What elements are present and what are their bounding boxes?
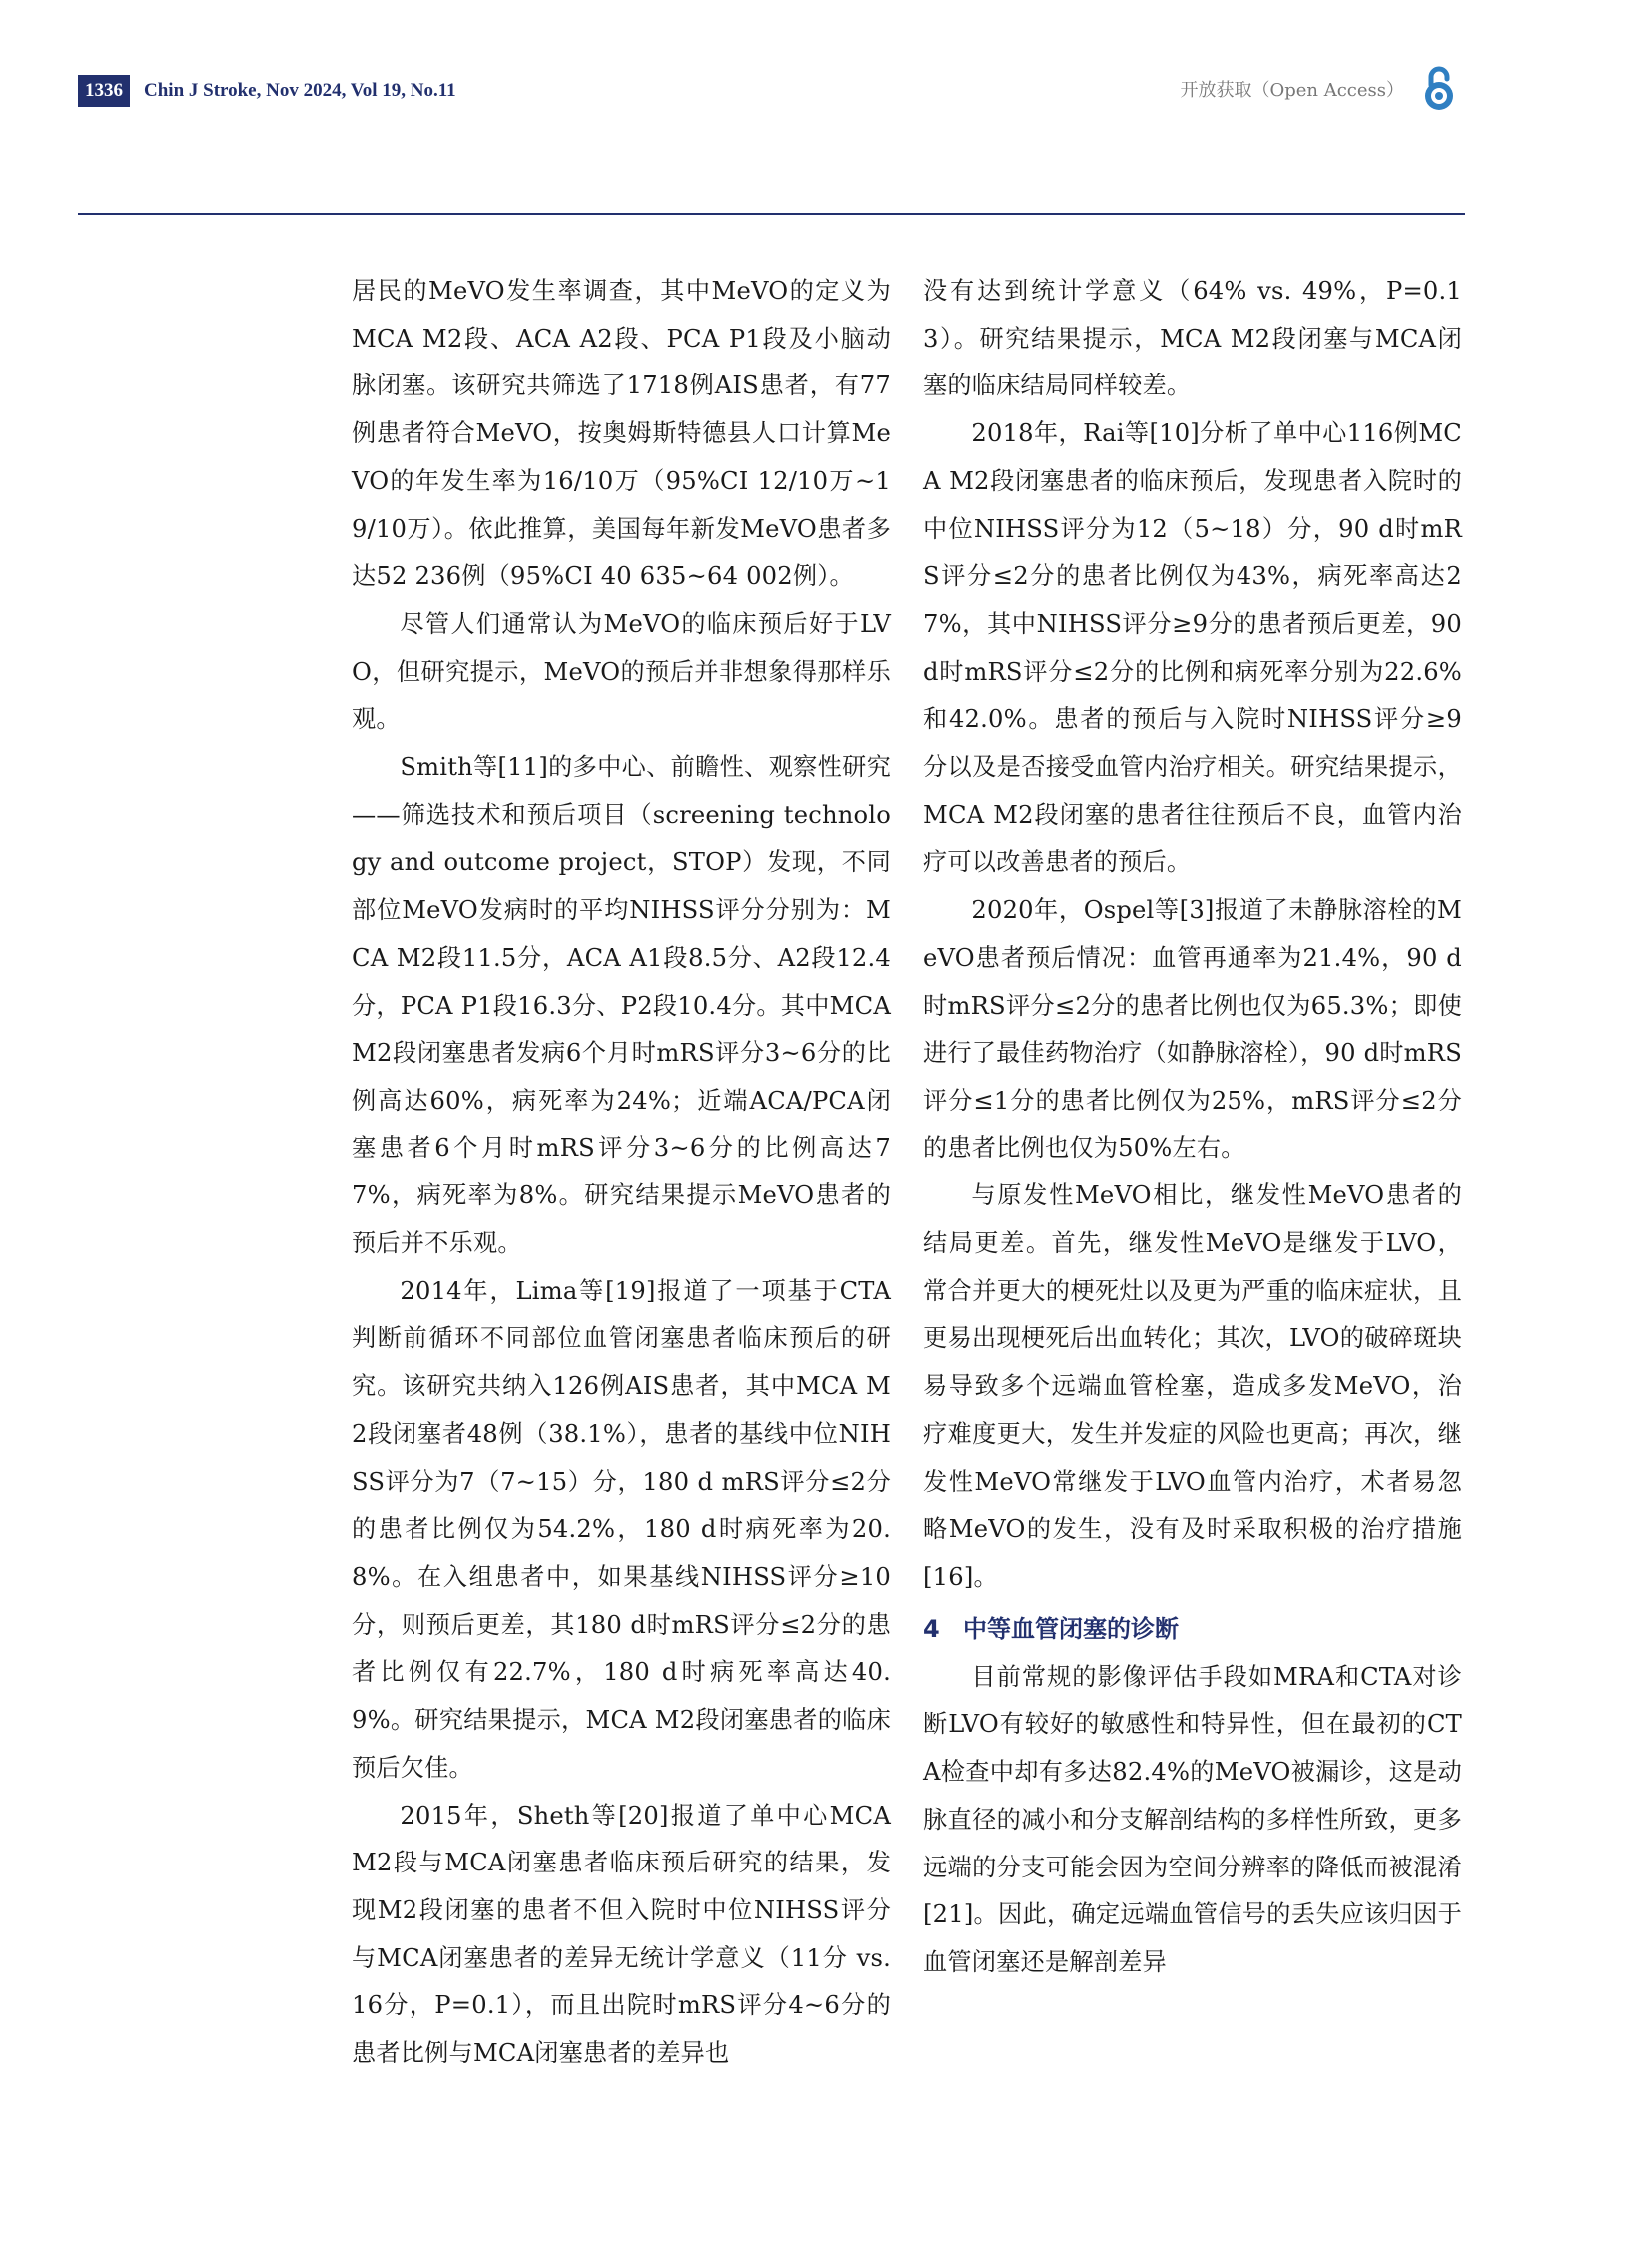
body-paragraph: 2014年，Lima等[19]报道了一项基于CTA判断前循环不同部位血管闭塞患者临床预后的研究。该研究共纳入126例AIS患者，其中MCA M2段闭塞者48例（38.1%），患者的基线中位NIHSS评分为7（7~15）分，180 d mRS评分≤2分的患者比例仅为54.2%，180 d时病死率为20.8%。在入组患者中，如果基线NIHSS评分≥10分，则预后更差，其180 d时mRS评分≤2分的患者比例仅有22.7%，180 d时病死率高达40.9%。研究结果提示，MCA M2段闭塞患者的临床预后欠佳。 bbox=[352, 1276, 891, 1782]
journal-citation: Chin J Stroke, Nov 2024, Vol 19, No.11 bbox=[144, 80, 456, 101]
body-paragraph: 没有达到统计学意义（64% vs. 49%，P=0.13）。研究结果提示，MCA M2段闭塞与MCA闭塞的临床结局同样较差。 bbox=[923, 277, 1462, 400]
body-paragraph: 2020年，Ospel等[3]报道了未静脉溶栓的MeVO患者预后情况：血管再通率为21.4%，90 d时mRS评分≤2分的患者比例也仅为65.3%；即使进行了最佳药物治疗（如静脉溶栓），90 d时mRS评分≤1分的患者比例仅为25%，mRS评分≤2分的患者比例也仅为50%左右。 bbox=[923, 896, 1462, 1162]
header-rule bbox=[78, 213, 1465, 215]
body-paragraph: 2018年，Rai等[10]分析了单中心116例MCA M2段闭塞患者的临床预后，发现患者入院时的中位NIHSS评分为12（5~18）分，90 d时mRS评分≤2分的患者比例仅为43%，病死率高达27%，其中NIHSS评分≥9分的患者预后更差，90 d时mRS评分≤2分的比例和病死率分别为22.6%和42.0%。患者的预后与入院时NIHSS评分≥9分以及是否接受血管内治疗相关。研究结果提示，MCA M2段闭塞的患者往往预后不良，血管内治疗可以改善患者的预后。 bbox=[923, 419, 1462, 877]
section-heading bbox=[923, 1609, 1462, 1649]
right-column bbox=[923, 268, 1462, 1987]
open-access-label: 开放获取（Open Access） bbox=[1180, 80, 1404, 101]
open-access-lock-icon bbox=[1418, 64, 1460, 112]
section-title: 中等血管闭塞的诊断 bbox=[963, 1614, 1179, 1643]
body-paragraph: 尽管人们通常认为MeVO的临床预后好于LVO，但研究提示，MeVO的预后并非想象得那样乐观。 bbox=[352, 609, 891, 734]
body-paragraph: 居民的MeVO发生率调查，其中MeVO的定义为MCA M2段、ACA A2段、PCA P1段及小脑动脉闭塞。该研究共筛选了1718例AIS患者，有77例患者符合MeVO，按奥姆斯特德县人口计算MeVO的年发生率为16/10万（95%CI 12/10万~19/10万）。依此推算，美国每年新发MeVO患者多达52 236例（95%CI 40 635~64 002例）。 bbox=[352, 277, 891, 591]
left-column bbox=[352, 268, 891, 2078]
body-paragraph: 与原发性MeVO相比，继发性MeVO患者的结局更差。首先，继发性MeVO是继发于LVO，常合并更大的梗死灶以及更为严重的临床症状，且更易出现梗死后出血转化；其次，LVO的破碎斑块易导致多个远端血管栓塞，造成多发MeVO，治疗难度更大，发生并发症的风险也更高；再次，继发性MeVO常继发于LVO血管内治疗，术者易忽略MeVO的发生，没有及时采取积极的治疗措施[16]。 bbox=[923, 1181, 1462, 1591]
section-number: 4 bbox=[923, 1614, 940, 1643]
body-paragraph: Smith等[11]的多中心、前瞻性、观察性研究——筛选技术和预后项目（screening technology and outcome project，STOP）发现，不同部位MeVO发病时的平均NIHSS评分分别为：MCA M2段11.5分，ACA A1段8.5分、A2段12.4分，PCA P1段16.3分、P2段10.4分。其中MCA M2段闭塞患者发病6个月时mRS评分3~6分的比例高达60%，病死率为24%；近端ACA/PCA闭塞患者6个月时mRS评分3~6分的比例高达77%，病死率为8%。研究结果提示MeVO患者的预后并不乐观。 bbox=[352, 753, 891, 1258]
page-number: 1336 bbox=[78, 75, 130, 107]
page-header bbox=[78, 70, 1466, 110]
body-paragraph: 目前常规的影像评估手段如MRA和CTA对诊断LVO有较好的敏感性和特异性，但在最初的CTA检查中却有多达82.4%的MeVO被漏诊，这是动脉直径的减小和分支解剖结构的多样性所致，更多远端的分支可能会因为空间分辨率的降低而被混淆[21]。因此，确定远端血管信号的丢失应该归因于血管闭塞还是解剖差异 bbox=[923, 1662, 1462, 1976]
body-paragraph: 2015年，Sheth等[20]报道了单中心MCA M2段与MCA闭塞患者临床预后研究的结果，发现M2段闭塞的患者不但入院时中位NIHSS评分与MCA闭塞患者的差异无统计学意义（11分 vs. 16分，P=0.1），而且出院时mRS评分4~6分的患者比例与MCA闭塞患者的差异也 bbox=[352, 1801, 891, 2068]
